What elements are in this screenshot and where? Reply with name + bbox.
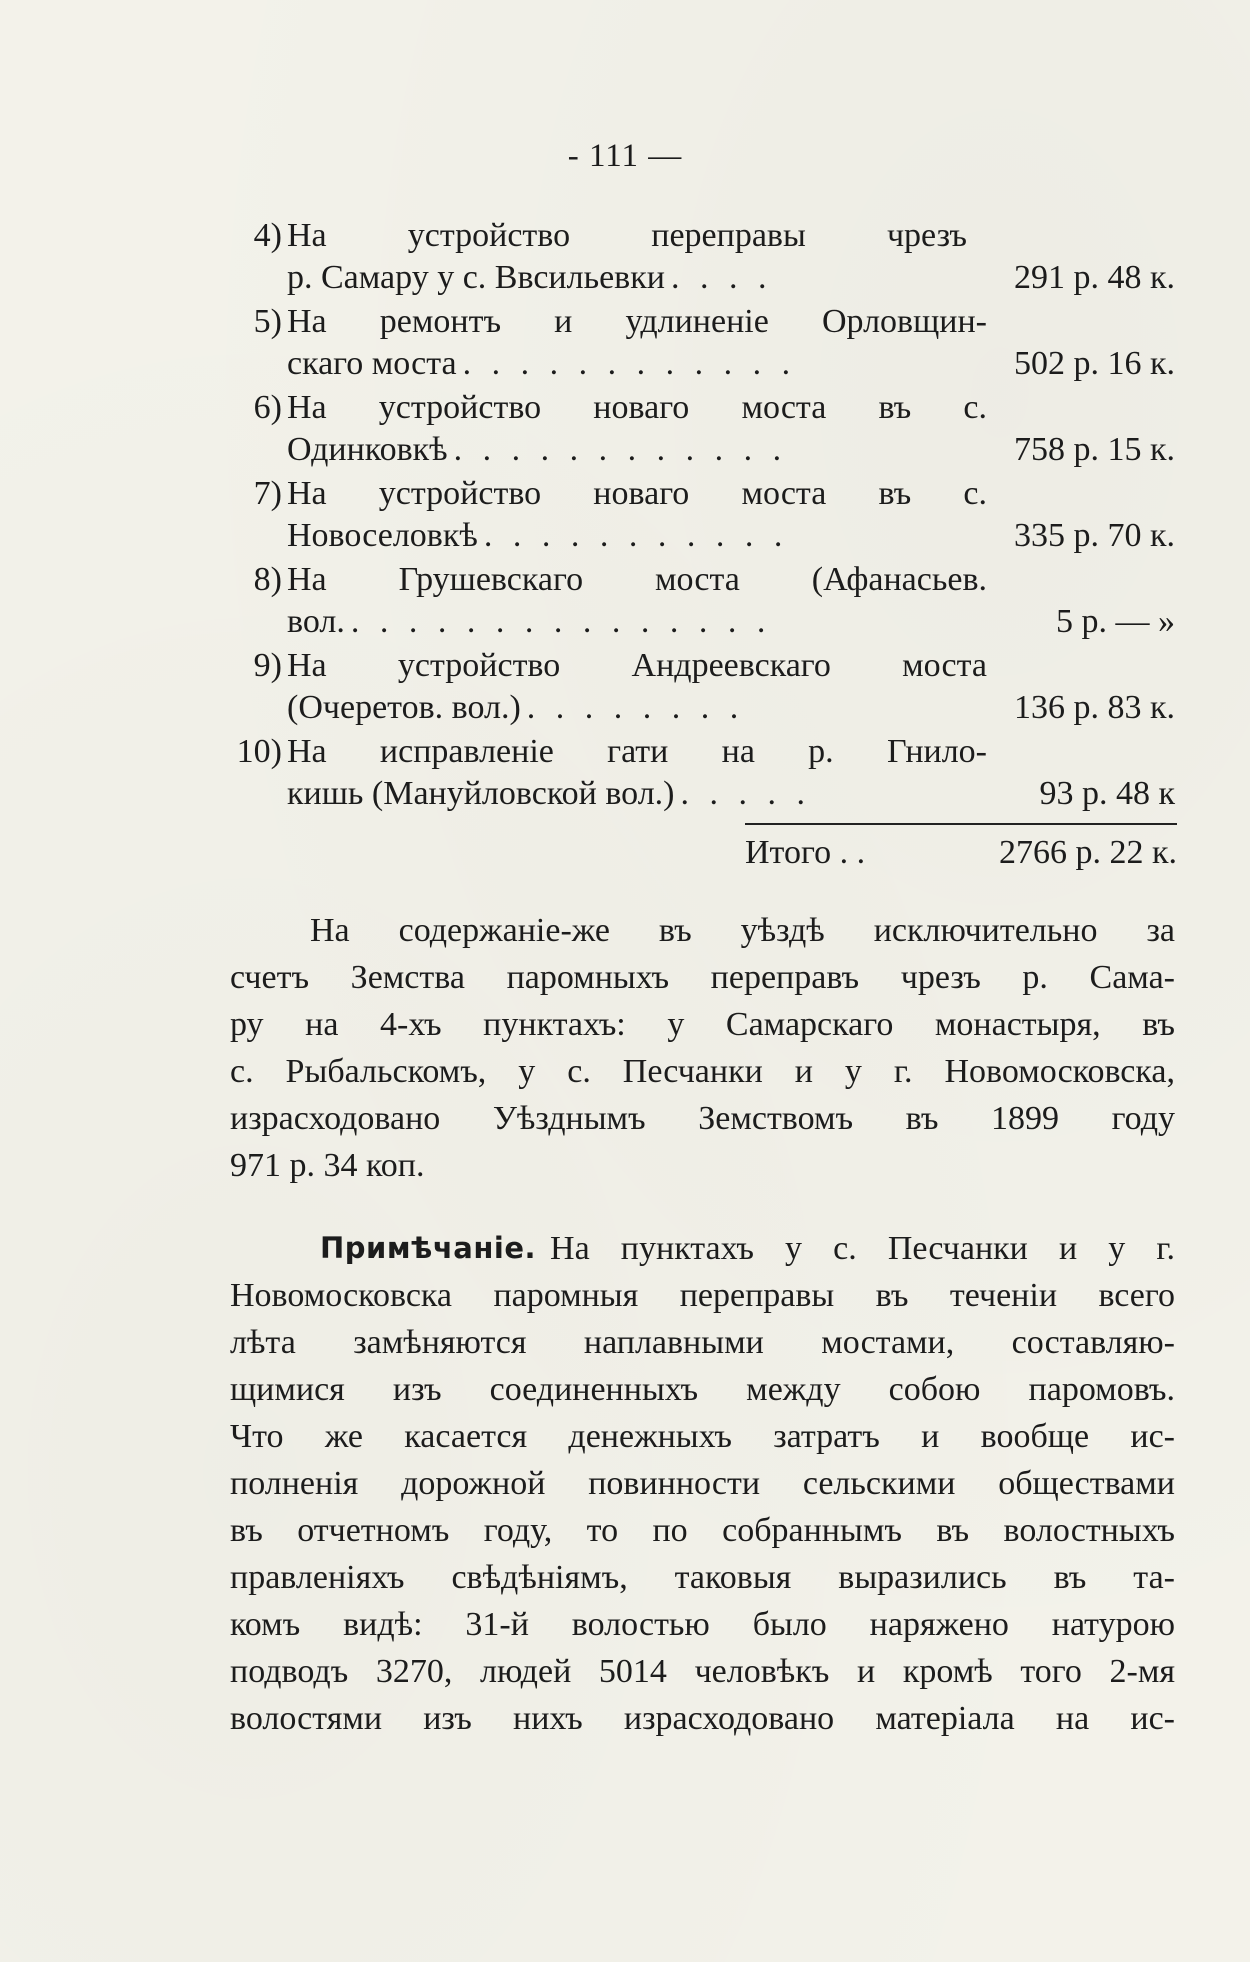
- list-item: [230, 301, 1180, 387]
- item-description: На ремонтъ и удлиненіе Орловщин-: [287, 303, 987, 340]
- item-amount: 502 р. 16 к.: [1013, 345, 1175, 382]
- text-line: подводъ 3270, людей 5014 человѣкъ и кромѣ того 2-мя: [230, 1653, 1175, 1690]
- leader-dots: . . . . . . . . . . . . . . .: [350, 603, 772, 640]
- page-number: - 111 —: [567, 138, 683, 174]
- item-number: 9): [253, 647, 282, 684]
- item-description: На устройство новаго моста въ с.: [287, 389, 987, 426]
- item-number: 4): [253, 217, 282, 254]
- leader-dots: . . . . . . . . . . . .: [462, 345, 797, 382]
- item-description: На Грушевскаго моста (Афанасьев.: [287, 561, 987, 598]
- item-amount: 758 р. 15 к.: [1013, 431, 1175, 468]
- list-item: [230, 473, 1180, 559]
- total-amount: 2766 р. 22 к.: [998, 834, 1177, 871]
- item-description-cont: р. Самару у с. Ввсильевки: [287, 259, 665, 296]
- text-line: полненія дорожной повинности сельскими обществами: [230, 1465, 1175, 1502]
- text-line: 971 р. 34 коп.: [230, 1147, 425, 1184]
- item-amount: 5 р. — »: [1056, 603, 1175, 640]
- text-line: комъ видѣ: 31-й волостью было наряжено натурою: [230, 1606, 1175, 1643]
- text-line: с. Рыбальскомъ, у с. Песчанки и у г. Новомосковска,: [230, 1053, 1175, 1090]
- leader-dots: . . . . . . . . . . . .: [453, 431, 788, 468]
- text-line: счетъ Земства паромныхъ переправъ чрезъ р. Сама-: [230, 959, 1175, 996]
- total-label: Итого . .: [745, 834, 866, 871]
- text-line: лѣта замѣняются наплавными мостами, составляю-: [230, 1324, 1175, 1361]
- list-item: [230, 645, 1180, 731]
- total-rule: [745, 823, 1177, 825]
- text-line: волостями изъ нихъ израсходовано матеріала на ис-: [230, 1700, 1175, 1737]
- text-line: правленіяхъ свѣдѣніямъ, таковыя выразились въ та-: [230, 1559, 1175, 1596]
- item-description-cont: вол.: [287, 603, 345, 640]
- text-line: Новомосковска паромныя переправы въ теченіи всего: [230, 1277, 1175, 1314]
- list-item: [230, 387, 1180, 473]
- expense-list: [230, 215, 1180, 817]
- leader-dots: . . . . . . . . . . .: [483, 517, 789, 554]
- paragraph-ferry-expenses: [230, 907, 1175, 1189]
- item-number: 10): [236, 733, 282, 770]
- item-number: 5): [253, 303, 282, 340]
- note-label: Примѣчаніе.: [320, 1231, 537, 1265]
- item-amount: 136 р. 83 к.: [1013, 689, 1175, 726]
- item-description: На устройство переправы чрезъ: [287, 217, 967, 254]
- item-description-cont: кишь (Мануйловской вол.): [287, 775, 675, 812]
- item-amount: 335 р. 70 к.: [1013, 517, 1175, 554]
- text-line: ру на 4-хъ пунктахъ: у Самарскаго монастыря, въ: [230, 1006, 1175, 1043]
- item-description-cont: (Очеретов. вол.): [287, 689, 521, 726]
- item-description-cont: Одинковкѣ: [287, 431, 448, 468]
- list-item: [230, 215, 1180, 301]
- text-line: израсходовано Уѣзднымъ Земствомъ въ 1899 году: [230, 1100, 1175, 1137]
- text-line: въ отчетномъ году, то по собраннымъ въ волостныхъ: [230, 1512, 1175, 1549]
- item-amount: 93 р. 48 к: [1039, 775, 1175, 812]
- text-line: Что же касается денежныхъ затратъ и вообще ис-: [230, 1418, 1175, 1455]
- note-first-line: На пунктахъ у с. Песчанки и у г.: [550, 1230, 1175, 1267]
- item-description: На исправленіе гати на р. Гнило-: [287, 733, 987, 770]
- text-line: На содержаніе-же въ уѣздѣ исключительно за: [310, 912, 1175, 949]
- item-description: На устройство Андреевскаго моста: [287, 647, 987, 684]
- item-description-cont: Новоселовкѣ: [287, 517, 478, 554]
- leader-dots: . . . .: [670, 259, 773, 296]
- leader-dots: . . . . . . . .: [526, 689, 745, 726]
- paragraph-note: [230, 1225, 1175, 1742]
- list-item: [230, 559, 1180, 645]
- item-number: 8): [253, 561, 282, 598]
- item-number: 6): [253, 389, 282, 426]
- list-item: [230, 731, 1180, 817]
- text-line: [230, 1225, 1175, 1272]
- item-number: 7): [253, 475, 282, 512]
- item-amount: 291 р. 48 к.: [1013, 259, 1175, 296]
- item-description-cont: скаго моста: [287, 345, 457, 382]
- item-description: На устройство новаго моста въ с.: [287, 475, 987, 512]
- total-row: [745, 832, 1177, 874]
- leader-dots: . . . . .: [680, 775, 811, 812]
- text-line: щимися изъ соединенныхъ между собою паромовъ.: [230, 1371, 1175, 1408]
